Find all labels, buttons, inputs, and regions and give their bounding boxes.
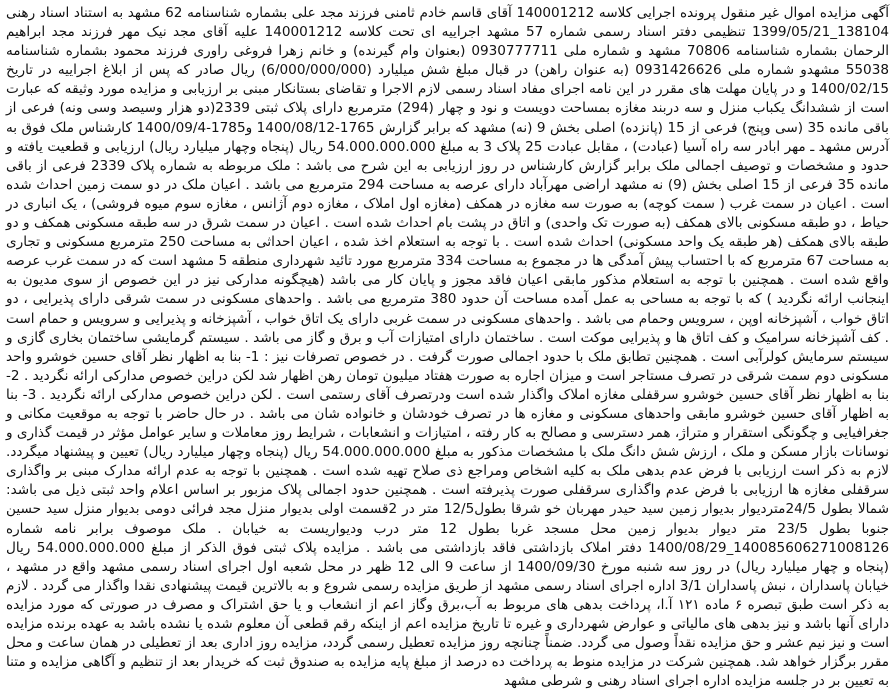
auction-notice-text: آگهی مزایده اموال غیر منقول پرونده اجرایی کلاسه 140001212 آقای قاسم خادم ثامنی فرزند مجد علی بشماره شناسنامه 62 مشهد به استناد اسناد رهنی 138104_1399/05/21 تنظیمی دفتر اسناد رسمی شماره 57 مشهد اجراییه ای تحت کلاسه 140001212 علیه آقای مجد نیک مهر فرزند مجد ابراهیم الرحمان بشماره شناسنامه 70806 مشهد و شماره ملی 0930777711 (بعنوان وام گیرنده) و خانم زهرا فروغی راوری فرزند محمود بشماره شناسنامه 55038 مشهدو شماره ملی 0931426626 (به عنوان راهن) در قبال مبلغ شش میلیارد (6/000/000/000) ریال صادر که پس از ابلاغ اجراییه در تاریخ 1400/02/15 و در پایان مهلت های مقرر در این نامه اجرای مفاد اسناد رسمی لازم الاجرا و تقاضای بستانکار مبنی بر ارزیابی و مزایده مورد وثیقه که عبارت است از ششدانگ یکباب منزل و سه دربند مغازه بمساحت دویست و نود و چهار (294) مترمربع دارای پلاک ثبتی 2339(دو هزار وسیصد وسی ونه) فرعی از باقی مانده 35 (سی وپنج) فرعی از 15 (پانزده) اصلی بخش 9 (نه) مشهد که برابر گزارش 1765-1400/08/12 و1785-1400/09/4 کارشناس ملک فوق به آدرس مشهد ـ مهر ابادر سه راه آسیا (عبادت) ، مقابل عبادت 25 پلاک 3 به مبلغ 54.000.000.000 ریال (پنجاه وچهار میلیارد ریال) ارزیابی و قطعیت یافته و حدود و مشخصات و توصیف اجمالی ملک برابر گزارش کارشناس در روز ارزیابی به این شرح می باشد : ملک مربوطه به شماره پلاک 2339 فرعی از باقی مانده 35 فرعی از 15 اصلی بخش (9) نه مشهد اراضی مهرآباد دارای عرصه به مساحت 294 مترمربع می باشد . اعیان ملک در دو سمت زمین احداث شده است . اعیان در سمت غرب ( سمت کوچه) به صورت سه مغازه در همکف (مغازه اول املاک ، مغازه دوم آژانس ، مغازه سوم میوه فروشی) ، یک انباری در حیاط ، دو طبقه مسکونی بالای همکف (به صورت تک واحدی) و اتاق در پشت بام احداث شده است . اعیان در سمت شرق در سه طبقه مسکونی همکف و دو طبقه بالای همکف (هر طبقه یک واحد مسکونی) احداث شده است . با توجه به استعلام اخذ شده ، اعیان احداثی به مساحت 250 مترمربع مسکونی و تجاری به مساحت 67 مترمربع که با احتساب پیش آمدگی ها در مجموع به مساحت 334 مترمربع مورد تائید شهرداری منطقه 5 مشهد است که در سمت غرب عرصه واقع شده است . همچنین با توجه به استعلام مذکور مابقی اعیان فاقد مجوز و پایان کار می باشد (هیچگونه مدارکی نیز در این خصوص از سوی مدیون به اینجانب ارائه نگردید ) که با توجه به مساحی به عمل آمده مساحت آن حدود 380 مترمربع می باشد . واحدهای مسکونی در سمت شرقی دارای پذیرایی ، دو اتاق خواب ، آشپزخانه اوپن ، سرویس وحمام می باشد . واحدهای مسکونی در سمت غربی دارای یک اتاق خواب ، آشپزخانه و پذیرایی و سرویس و حمام است . کف آشپزخانه سرامیک و کف اتاق ها و پذیرایی موکت است . ساختمان دارای امتیازات آب و برق و گاز می باشد . سیستم گرمایشی ساختمان بخاری گازی و سیستم سرمایش کولرآبی است . همچنین تطابق ملک با حدود اجمالی صورت گرفت . در خصوص تصرفات نیز : 1- بنا به اظهار نظر آقای حسین خوشرو واحد مسکونی دوم سمت شرقی در تصرف مستاجر است و میزان اجاره به صورت هفتاد میلیون تومان رهن اظهار شد لکن دراین خصوص مدارکی ارائه نگردید . 2- بنا به اظهار نظر آقای حسین خوشرو سرقفلی مغازه املاک واگذار شده است ودرتصرف آقای رستمی است . لکن دراین خصوص مدارکی ارائه نگردید . 3- بنا به اظهار آقای حسین خوشرو مابقی واحدهای مسکونی و مغازه ها در تصرف خودشان و خانواده شان می باشد . در حال حاضر با توجه به موقعیت مکانی و جغرافیایی و چگونگی استقرار و متراژ، همر دسترسی و مصالح به کار رفته ، امتیازات و انشعابات ، شرایط روز معاملات و سایر عوامل مؤثر در قیمت گذاری و نوسانات بازار مسکن و ملک ، ارزش شش دانگ ملک با مشخصات مذکور به مبلغ 54.000.000.000 ریال (پنجاه وچهار میلیارد ریال) تعیین و پیشنهاد میگردد. لازم به ذکر است ارزیابی با فرض عدم بدهی ملک به کلیه اشخاص ومراجع ذی صلاح تهیه شده است . همچنین با توجه به عدم ارائه مدارک مبنی بر واگذاری سرقفلی مغازه ها ارزیابی با فرض عدم واگذاری سرقفلی صورت پذیرفته است . همچنین حدود اجمالی پلاک مزبور بر اساس اعلام واحد ثبتی ذیل می باشد: شمالا بطول 24/5متردیوار بدیوار زمین سید حیدر مهربان خو شرقا بطول12/5 متر در 2قسمت اولی بدیوار منزل مجد فرائی دومی بدیوار منزل سید حسین جنوبا بطول 23/5 متر دیوار بدیوار زمین محل مسجد غربا بطول 12 متر درب ودیواریست به خیابان . ملک موصوف برابر نامه شماره 140085606271008126_1400/08/29 دفتر املاک بازداشتی فاقد بازداشتی می باشد . مزایده پلاک ثبتی فوق الذکر از مبلغ 54.000.000.000 ریال (پنجاه و چهار میلیارد ریال) در روز سه شنبه مورخ 1400/09/30 از ساعت 9 الی 12 ظهر در محل شعبه اول اجرای اسناد رسمی مشهد واقع در مشهد ، خیابان پاسداران ، نبش پاسداران 3/1 اداره اجرای اسناد رسمی مشهد از طریق مزایده رسمی شروع و به بالاترین قیمت پیشنهادی نقدا واگذار می گردد . لازم به ذکر است طبق تبصره ۶ ماده ۱۲۱ آ.ا، پرداخت بدهی های مربوط به آب،برق وگاز اعم از انشعاب و یا حق اشتراک و مصرف در صورتی که مورد مزایده دارای آنها باشد و نیز بدهی های مالیاتی و عوارض شهرداری و غیره تا تاریخ مزایده اعم از اینکه رقم قطعی آن معلوم شده یا نشده باشد به عهده برنده مزایده است و نیز نیم عشر و حق مزایده نقداً وصول می گردد. ضمناً چنانچه روز مزایده تعطیل رسمی گردد، مزایده روز اداری بعد از تعطیلی در همان ساعت و محل مقرر برگزار خواهد شد. همچنین شرکت در مزایده منوط به پرداخت ده درصد از مبلغ پایه مزایده به صندوق ثبت که خریدار بعد از تنظیم و آگاهی مزایده و متنا به تعیین بر در جلسه مزایده اداره اجرای اسناد رهنی و شرطی مشهد — [6, 5, 890, 690]
